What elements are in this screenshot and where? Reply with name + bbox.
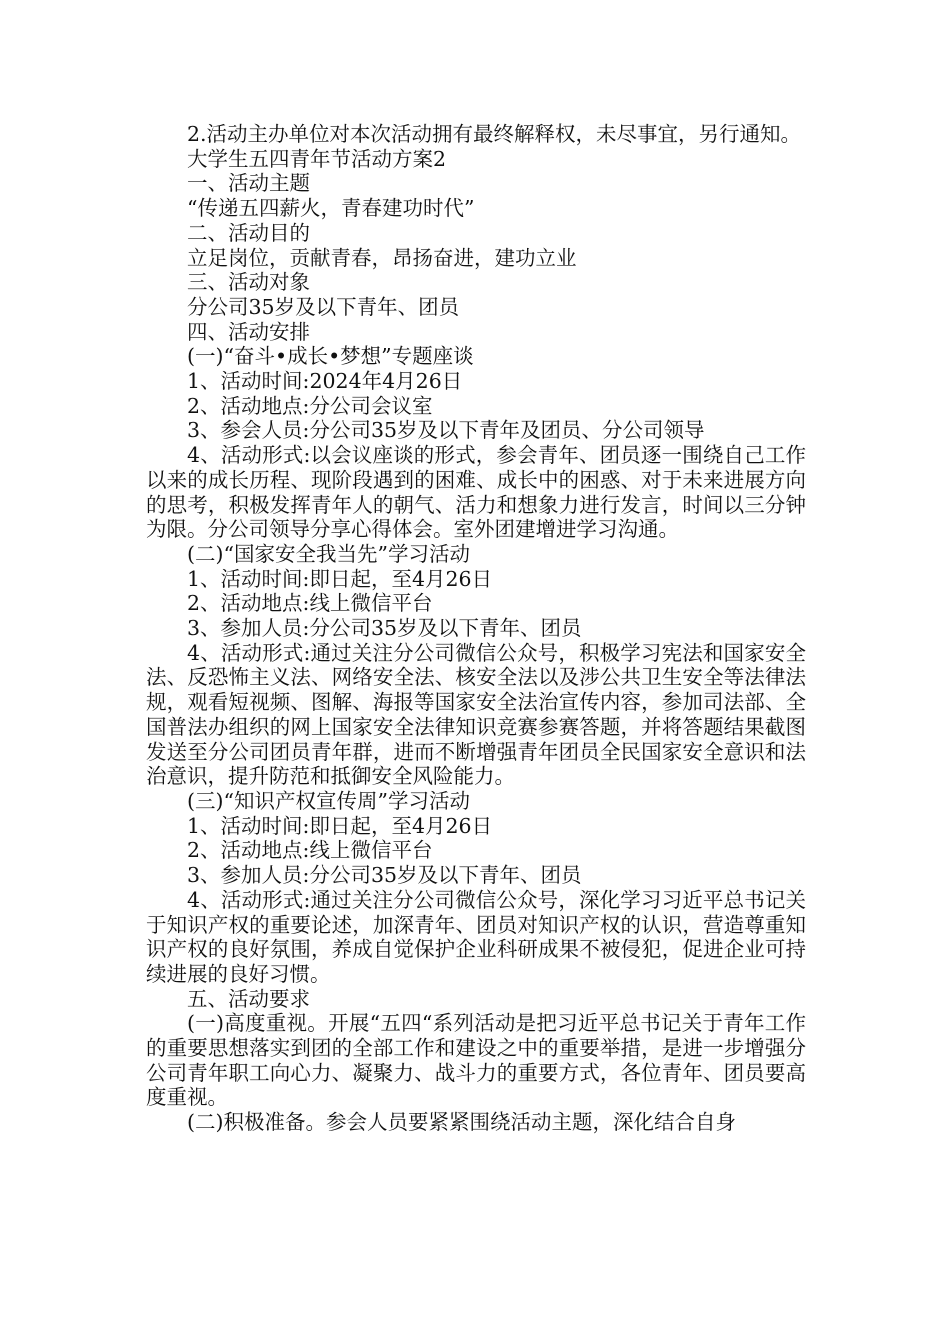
list-item: 2、活动地点:线上微信平台 — [187, 591, 433, 616]
list-item: 4、活动形式:通过关注分公司微信公众号，积极学习宪法和国家安全法、反恐怖主义法、网络安全法、核安全法以及涉公共卫生安全等法律法规，观看短视频、图解、海报等国家安全法治宣传内容，参加司法部、全国普法办组织的网上国家安全法律知识竞赛参赛答题，并将答题结果截图发送至分公司团员青年群，进而不断增强青年团员全民国家安全意识和法治意识，提升防范和抵御安全风险能力。 — [146, 640, 806, 789]
subsection-heading-security: (二)“国家安全我当先”学习活动 — [187, 541, 470, 566]
requirement-item: (二)积极准备。参会人员要紧紧围绕活动主题，深化结合自身 — [187, 1110, 736, 1135]
purpose-text: 立足岗位，贡献青春，昂扬奋进，建功立业 — [187, 245, 577, 270]
list-item: 1、活动时间:2024年4月26日 — [187, 369, 463, 394]
list-item: 4、活动形式:通过关注分公司微信公众号，深化学习习近平总书记关于知识产权的重要论述，加深青年、团员对知识产权的认识，营造尊重知识产权的良好氛围，养成自觉保护企业科研成果不被侵犯，促进企业可持续进展的良好习惯。 — [146, 887, 806, 986]
document-body — [146, 122, 806, 1135]
list-item: 2、活动地点:线上微信平台 — [187, 838, 433, 863]
section-heading-audience: 三、活动对象 — [187, 270, 310, 295]
theme-slogan: “传递五四薪火，青春建功时代” — [187, 196, 475, 221]
document-title: 大学生五四青年节活动方案2 — [187, 146, 447, 171]
section-heading-requirements: 五、活动要求 — [187, 986, 310, 1011]
section-heading-theme: 一、活动主题 — [187, 171, 310, 196]
subsection-heading-ip-week: (三)“知识产权宣传周”学习活动 — [187, 788, 470, 813]
list-item: 3、参加人员:分公司35岁及以下青年、团员 — [187, 863, 582, 888]
section-heading-arrangement: 四、活动安排 — [187, 319, 310, 344]
requirement-item: (一)高度重视。开展“五四“系列活动是把习近平总书记关于青年工作的重要思想落实到团的全部工作和建设之中的重要举措，是进一步增强分公司青年职工向心力、凝聚力、战斗力的重要方式，各位青年、团员要高度重视。 — [146, 1011, 806, 1110]
list-item: 3、参会人员:分公司35岁及以下青年及团员、分公司领导 — [187, 418, 705, 443]
audience-text: 分公司35岁及以下青年、团员 — [187, 294, 460, 319]
list-item: 1、活动时间:即日起，至4月26日 — [187, 813, 493, 838]
subsection-heading-forum: (一)“奋斗•成长•梦想”专题座谈 — [187, 344, 474, 369]
paragraph-closing-note: 2.活动主办单位对本次活动拥有最终解释权，未尽事宜，另行通知。 — [187, 122, 802, 146]
list-item: 1、活动时间:即日起，至4月26日 — [187, 566, 493, 591]
list-item: 3、参加人员:分公司35岁及以下青年、团员 — [187, 616, 582, 641]
section-heading-purpose: 二、活动目的 — [187, 220, 310, 245]
list-item: 4、活动形式:以会议座谈的形式，参会青年、团员逐一围绕自己工作以来的成长历程、现阶段遇到的困难、成长中的困惑、对于未来进展方向的思考，积极发挥青年人的朝气、活力和想象力进行发言，时间以三分钟为限。分公司领导分享心得体会。室外团建增进学习沟通。 — [146, 443, 806, 542]
list-item: 2、活动地点:分公司会议室 — [187, 393, 433, 418]
